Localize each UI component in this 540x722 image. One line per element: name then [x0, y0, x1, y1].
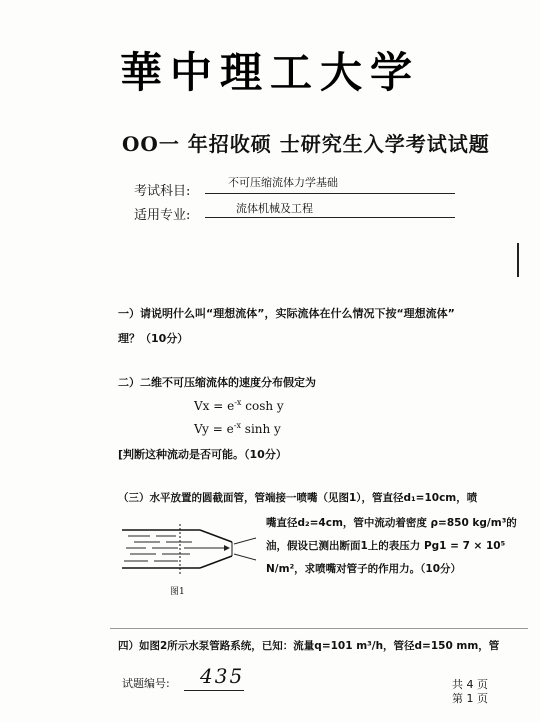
question-3-line-3: 油，假设已测出断面1上的表压力 Pg1 = 7 × 10⁵	[266, 540, 506, 552]
question-3-line-4: N/m²，求喷嘴对管子的作用力。（10分）	[266, 563, 462, 575]
page-number: 第 1 页	[452, 692, 488, 705]
exam-code-value: 435	[200, 664, 245, 688]
question-1-line-2: 理？（10分）	[118, 332, 189, 345]
question-2-line-2: [判断这种流动是否可能。（10分）	[118, 448, 287, 461]
exam-code-underline	[184, 690, 244, 691]
figure-1-caption: 图1	[170, 587, 185, 597]
subject-label: 考试科目:	[134, 184, 191, 199]
exam-title: OO一 年招收硕 士研究生入学考试试题	[122, 132, 490, 156]
nozzle-figure	[120, 518, 260, 580]
major-value: 流体机械及工程	[236, 202, 313, 215]
question-3-line-1: （三）水平放置的圆截面管，管端接一喷嘴（见图1），管直径d₁=10cm，喷	[118, 492, 478, 504]
subject-underline	[205, 193, 455, 194]
total-pages: 共 4 页	[452, 678, 488, 691]
question-4-line-1: 四）如图2所示水泵管路系统，已知：流量q=101 m³/h，管径d=150 mm，管	[118, 640, 500, 652]
formula-vy: $Vy = e^{-x}$ sinh y	[194, 421, 281, 436]
exam-code-label: 试题编号:	[122, 677, 170, 690]
margin-mark	[517, 243, 519, 277]
question-3-line-2: 嘴直径d₂=4cm，管中流动着密度 ρ=850 kg/m³的	[266, 517, 517, 529]
university-logo: 華中理工大学	[119, 48, 420, 97]
question-1-line-1: 一）请说明什么叫“理想流体”，实际流体在什么情况下按“理想流体”	[118, 307, 455, 320]
major-underline	[205, 217, 455, 218]
major-label: 适用专业:	[134, 208, 191, 223]
subject-value: 不可压缩流体力学基础	[228, 176, 338, 189]
formula-vx: $Vx = e^{-x}$ cosh y	[194, 398, 284, 413]
question-2-line-1: 二）二维不可压缩流体的速度分布假定为	[118, 376, 316, 389]
section-divider	[110, 628, 528, 629]
